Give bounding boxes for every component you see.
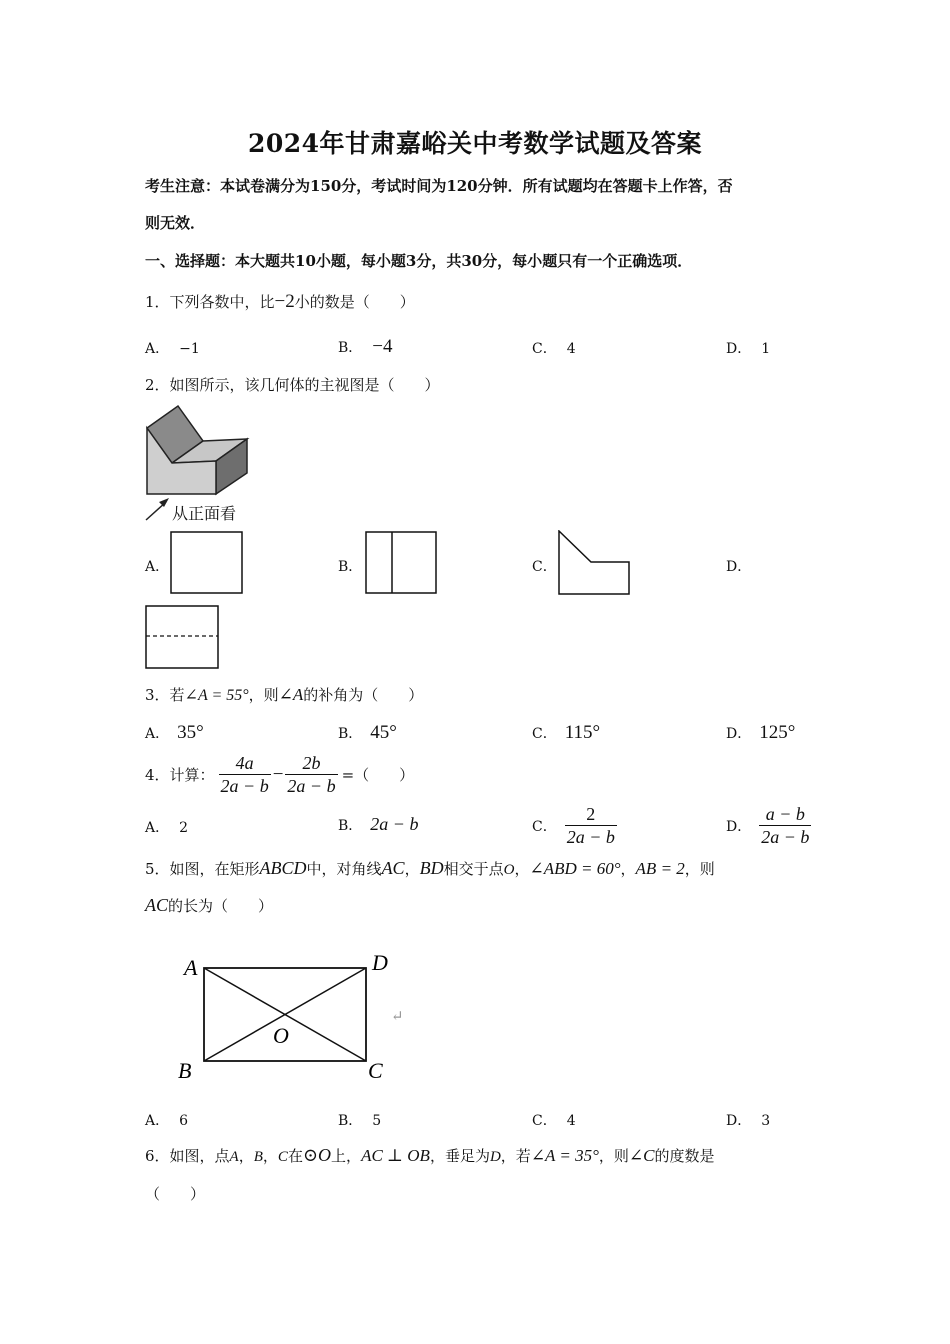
q5-option-c[interactable]: C． 4 — [532, 1113, 576, 1129]
question-2: 2．如图所示，该几何体的主视图是（ ） — [145, 376, 440, 394]
label-b: B — [178, 1058, 192, 1083]
q2-option-c-label[interactable]: C． — [532, 559, 557, 575]
q2-option-d-figure[interactable] — [145, 605, 221, 671]
question-6: 6．如图，点A，B，C在⊙O上，AC ⊥ OB，垂足为D，若∠A = 35°，则∠C的度数是 — [145, 1145, 715, 1165]
question-4: 4．计算： $\frac{4a}{2a - b}$ − $\frac{2b}{2a - b}$ =（ ） — [145, 753, 415, 796]
q4-option-d[interactable]: D． $\frac{a - b}{2a - b}$ — [726, 804, 810, 847]
q2-option-a-figure[interactable] — [170, 531, 244, 595]
q2-option-c-figure[interactable] — [558, 530, 632, 596]
q3-option-b[interactable]: B． 45° — [338, 722, 397, 743]
q1-option-d[interactable]: D． 1 — [726, 341, 771, 357]
label-o: O — [273, 1023, 289, 1048]
label-a: A — [184, 955, 198, 980]
q4-option-b[interactable]: B． 2a − b — [338, 814, 419, 834]
label-c: C — [368, 1058, 383, 1083]
q3-option-d[interactable]: D． 125° — [726, 722, 796, 743]
q2-option-b-label[interactable]: B． — [338, 559, 363, 575]
question-5-line2: AC的长为（ ） — [145, 895, 274, 915]
q1-option-a[interactable]: A． −1 — [145, 341, 200, 357]
q5-option-d[interactable]: D． 3 — [726, 1113, 771, 1129]
question-6-line2: （ ） — [145, 1185, 206, 1203]
exam-notice-line1: 考生注意：本试卷满分为150分，考试时间为120分钟．所有试题均在答题卡上作答，否 — [145, 177, 733, 195]
section-heading-choice: 一、选择题：本大题共10小题，每小题3分，共30分，每小题只有一个正确选项． — [145, 252, 693, 270]
q3-option-c[interactable]: C． 115° — [532, 722, 601, 743]
q2-option-a-label[interactable]: A． — [145, 559, 170, 575]
q3-option-a[interactable]: A． 35° — [145, 722, 204, 743]
return-mark: ↵ — [391, 1007, 404, 1025]
q1-prefix: 1．下列各数中，比 — [145, 293, 275, 311]
rectangle-figure — [178, 948, 418, 1083]
question-1 — [145, 291, 415, 313]
front-view-label: 从正面看 — [172, 504, 237, 523]
q1-suffix: 小的数是（ ） — [294, 293, 415, 311]
q1-option-b[interactable]: B． −4 — [338, 336, 393, 357]
question-5: 5．如图，在矩形ABCD中，对角线AC，BD相交于点O，∠ABD = 60°，AB = 2，则 — [145, 858, 715, 878]
q4-option-a[interactable]: A． 2 — [145, 820, 189, 836]
page-title: 2024年甘肃嘉峪关中考数学试题及答案 — [247, 129, 703, 158]
question-3: 3．若∠A = 55°，则∠A的补角为（ ） — [145, 685, 424, 704]
q5-option-a[interactable]: A． 6 — [145, 1113, 189, 1129]
q4-fraction-1: $\frac{4a}{2a - b}$ — [220, 753, 269, 796]
exam-notice-line2: 则无效． — [145, 214, 206, 232]
label-d: D — [372, 950, 388, 975]
q2-option-b-figure[interactable] — [365, 531, 439, 595]
q1-option-c[interactable]: C． 4 — [532, 341, 576, 357]
q1-math: −2 — [274, 291, 295, 312]
q5-option-b[interactable]: B． 5 — [338, 1113, 382, 1129]
q2-option-d-label[interactable]: D． — [726, 559, 752, 575]
q4-option-c[interactable]: C． $\frac{2}{2a - b}$ — [532, 804, 615, 847]
q4-fraction-2: $\frac{2b}{2a - b}$ — [287, 753, 336, 796]
